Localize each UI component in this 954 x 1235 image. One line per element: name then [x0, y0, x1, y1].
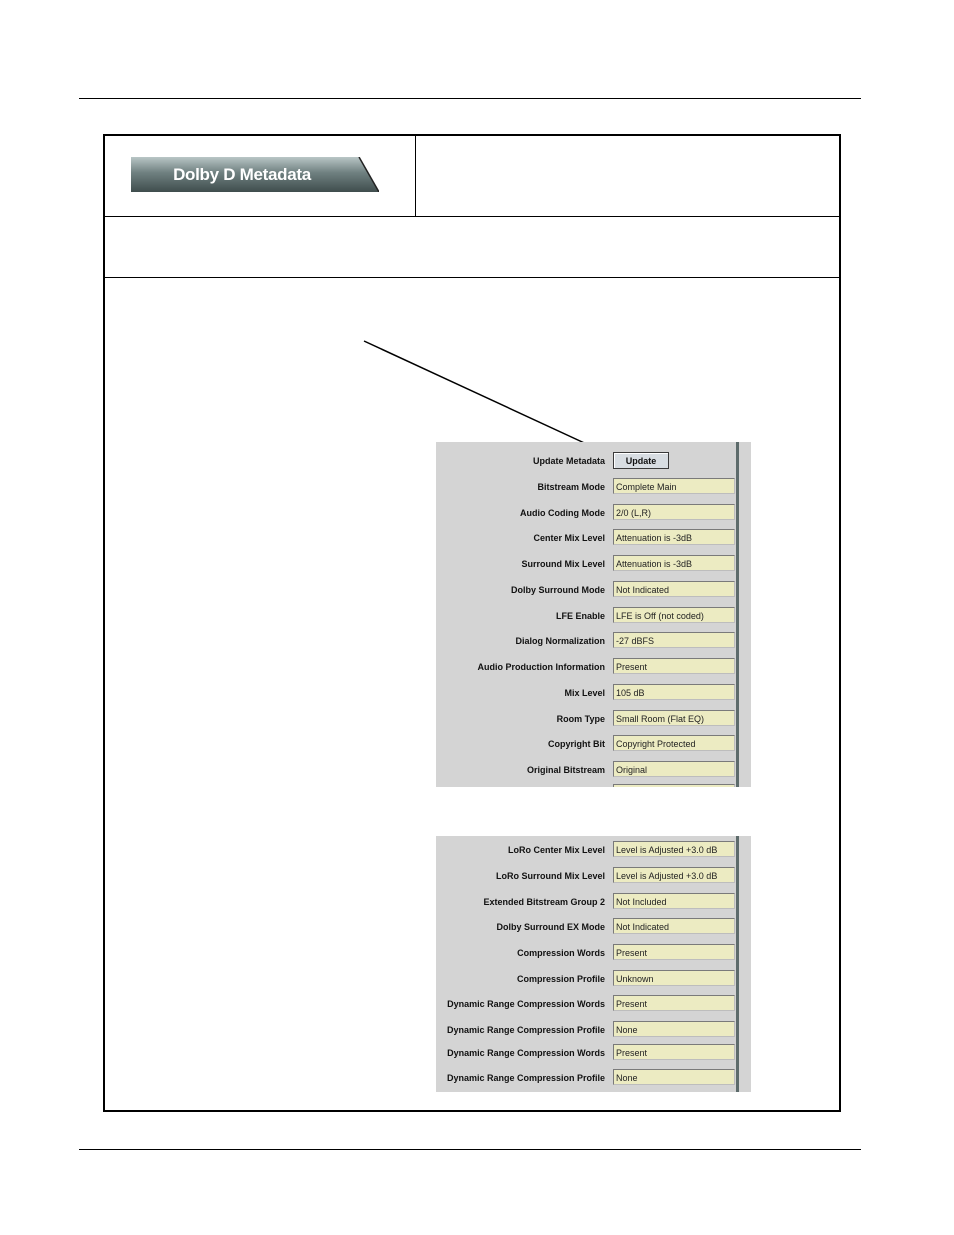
- form-row: [436, 892, 736, 912]
- extended-bitstream-group-2-field[interactable]: Not Included: [613, 893, 735, 909]
- form-row: [436, 1043, 736, 1063]
- form-row: [436, 760, 736, 780]
- form-row: [436, 840, 736, 860]
- field-label: LoRo Surround Mix Level: [495, 871, 605, 881]
- field-label: Bitstream Mode: [537, 482, 605, 492]
- update-button[interactable]: Update: [613, 452, 669, 469]
- field-label: Dolby Surround Mode: [511, 585, 605, 595]
- copyright-bit-field[interactable]: Copyright Protected: [613, 735, 735, 751]
- compression-profile-field[interactable]: Unknown: [613, 970, 735, 986]
- form-row: [436, 683, 736, 703]
- audio-coding-mode-field[interactable]: 2/0 (L,R): [613, 504, 735, 520]
- metadata-panel-2: [436, 836, 751, 1092]
- update-metadata-row: [436, 451, 736, 471]
- room-type-field[interactable]: Small Room (Flat EQ): [613, 710, 735, 726]
- field-label: Copyright Bit: [548, 739, 605, 749]
- lfe-enable-field[interactable]: LFE is Off (not coded): [613, 607, 735, 623]
- field-label: Update Metadata: [532, 456, 605, 466]
- dolby-surround-mode-field[interactable]: Not Indicated: [613, 581, 735, 597]
- metadata-panel-1: [436, 442, 751, 787]
- field-label: Center Mix Level: [533, 533, 605, 543]
- form-row: [436, 554, 736, 574]
- panel-edge: [736, 442, 739, 787]
- form-row: [436, 477, 736, 497]
- field-label: Audio Coding Mode: [520, 508, 605, 518]
- form-row: [436, 606, 736, 626]
- compression-words-field[interactable]: Present: [613, 944, 735, 960]
- form-row: [436, 994, 736, 1014]
- tab-label: Dolby D Metadata: [173, 165, 311, 184]
- form-row: [436, 969, 736, 989]
- field-label: Extended Bitstream Group 2: [483, 897, 605, 907]
- field-label: Compression Words: [517, 948, 605, 958]
- form-row: [436, 1020, 736, 1040]
- form-row: [436, 734, 736, 754]
- form-row: [436, 943, 736, 963]
- loro-surround-mix-level-field[interactable]: Level is Adjusted +3.0 dB: [613, 867, 735, 883]
- drc-profile-field-1[interactable]: None: [613, 1021, 735, 1037]
- form-row: [436, 917, 736, 937]
- surround-mix-level-field[interactable]: Attenuation is -3dB: [613, 555, 735, 571]
- form-row: [436, 528, 736, 548]
- dialog-normalization-field[interactable]: -27 dBFS: [613, 632, 735, 648]
- loro-center-mix-level-field[interactable]: Level is Adjusted +3.0 dB: [613, 841, 735, 857]
- form-row: [436, 657, 736, 677]
- drc-words-field-1[interactable]: Present: [613, 995, 735, 1011]
- form-row: [436, 709, 736, 729]
- form-row: [436, 580, 736, 600]
- field-label: Audio Production Information: [477, 662, 605, 672]
- field-label: Surround Mix Level: [521, 559, 605, 569]
- panel-edge: [736, 836, 739, 1092]
- form-row: [436, 1068, 736, 1088]
- mix-level-field[interactable]: 105 dB: [613, 684, 735, 700]
- field-label: Mix Level: [564, 688, 605, 698]
- field-label: Dynamic Range Compression Words: [447, 1048, 605, 1058]
- center-mix-level-field[interactable]: Attenuation is -3dB: [613, 529, 735, 545]
- field-label: Dynamic Range Compression Profile: [446, 1025, 605, 1035]
- cut-off-field: [613, 784, 735, 787]
- field-label: Room Type: [556, 714, 605, 724]
- original-bitstream-field[interactable]: Original: [613, 761, 735, 777]
- drc-profile-field-2[interactable]: None: [613, 1069, 735, 1085]
- field-label: Dynamic Range Compression Profile: [446, 1073, 605, 1083]
- field-label: LoRo Center Mix Level: [507, 845, 605, 855]
- bitstream-mode-field[interactable]: Complete Main: [613, 478, 735, 494]
- field-label: Dolby Surround EX Mode: [496, 922, 605, 932]
- drc-words-field-2[interactable]: Present: [613, 1044, 735, 1060]
- form-row: [436, 631, 736, 651]
- field-label: Dialog Normalization: [515, 636, 605, 646]
- field-label: LFE Enable: [555, 611, 605, 621]
- field-label: Dynamic Range Compression Words: [447, 999, 605, 1009]
- field-label: Original Bitstream: [526, 765, 605, 775]
- dolby-surround-ex-mode-field[interactable]: Not Indicated: [613, 918, 735, 934]
- form-row: [436, 503, 736, 523]
- audio-production-info-field[interactable]: Present: [613, 658, 735, 674]
- form-row: [436, 866, 736, 886]
- field-label: Compression Profile: [516, 974, 605, 984]
